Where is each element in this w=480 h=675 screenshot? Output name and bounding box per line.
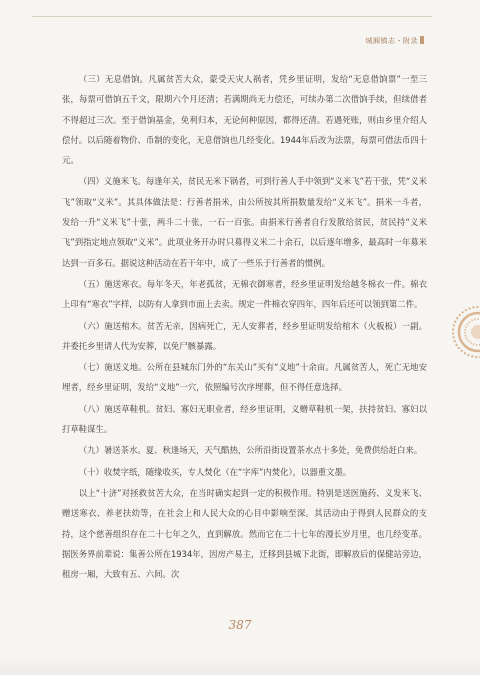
header-mark	[420, 36, 424, 44]
paragraph: （三）无息借饷。凡属贫苦大众，蒙受天灾人祸者，凭乡里证明，发给“无息借饷票”一至三张，每票可借饷五千文，限期六个月还清；若满期尚无力偿还，可续办第二次借饷手续，但续借者不得超过三次。至于借饷基金，免利归本，无论何种原因，都得还清。若遇死账，则由乡里介绍人偿付。以后随着物价、币制的变化，无息借饷也几经变化。1944年后改为法票，每票可借法币四十元。	[62, 74, 427, 166]
header-rule	[32, 16, 432, 17]
paragraph: （十）收焚字纸，随缘收买，专人焚化（在“字库”内焚化），以器重文墨。	[78, 466, 352, 477]
paragraph: 以上“十济”对拯救贫苦大众，在当时确实起到一定的积极作用。特别是送医施药、义发米飞、赠送寒衣、养老扶幼等，在社会上和人民大众的心目中影响至深。其活动由于得到人民群众的支持，这个慈善组织存在二十七年之久，直到解放。然而它在二十七年的漫长岁月里，也几经变革。据医务界前辈说：集善公所在1934年，因房产易主，迁移到县城下北街，即解放后的保健站旁边，租房一厢，大致有五、六间。次	[62, 487, 427, 580]
paragraph: （七）施送义地。公所在县城东门外的“东关山”买有“义地”十余亩。凡属贫苦人，死亡无地安埋者，经乡里证明，发给“义地”一穴，依照编号次序埋葬，但不得任意选择。	[62, 362, 427, 393]
body-text	[62, 69, 427, 585]
running-header: 城厢镇志・附录	[365, 37, 418, 45]
paragraph: （四）义施米飞。每逢年关，贫民无米下锅者，可到行善人手中领到“义米飞”若干张，凭“义米飞”领取“义米”。其具体做法是：行善者捐米，由公所按其所捐数量发给“义米飞”。捐米一斗者，发给一升“义米飞”十张，两斗二十张，一石一百张。由捐米行善者自行发散给贫民，贫民持“义米飞”到指定地点领取“义米”。此项业务开办时只募得义米二十余石，以后逐年增多，最高时一年募米达到一百多石。据说这种活动在若干年中，成了一些乐于行善者的惯例。	[62, 176, 427, 268]
paragraph: （九）暑送茶水。夏、秋逢场天，天气酷热，公所沿街设置茶水点十多处，免费供给赶白来。	[78, 445, 423, 456]
page-shadow	[0, 655, 480, 675]
page-number: 387	[228, 618, 252, 632]
paragraph: （五）施送寒衣。每年冬天，年老孤贫，无棉衣御寒者，经乡里证明发给越冬棉衣一件。棉衣上印有“寒衣”字样，以防有人拿到市面上去卖。规定一件棉衣穿四年，四年后还可以领到第二件。	[62, 278, 427, 310]
paragraph: （八）施送草鞋机。贫妇、寡妇无职业者，经乡里证明，义赠草鞋机一架，扶持贫妇、寡妇以打草鞋谋生。	[62, 403, 427, 435]
decorative-seal-icon	[452, 306, 480, 358]
paragraph: （六）施送棺木。贫苦无亲，因病死亡，无人安葬者，经乡里证明发给棺木（火板板）一副。并委托乡里请人代为安葬，以免尸骸暴露。	[62, 320, 427, 351]
